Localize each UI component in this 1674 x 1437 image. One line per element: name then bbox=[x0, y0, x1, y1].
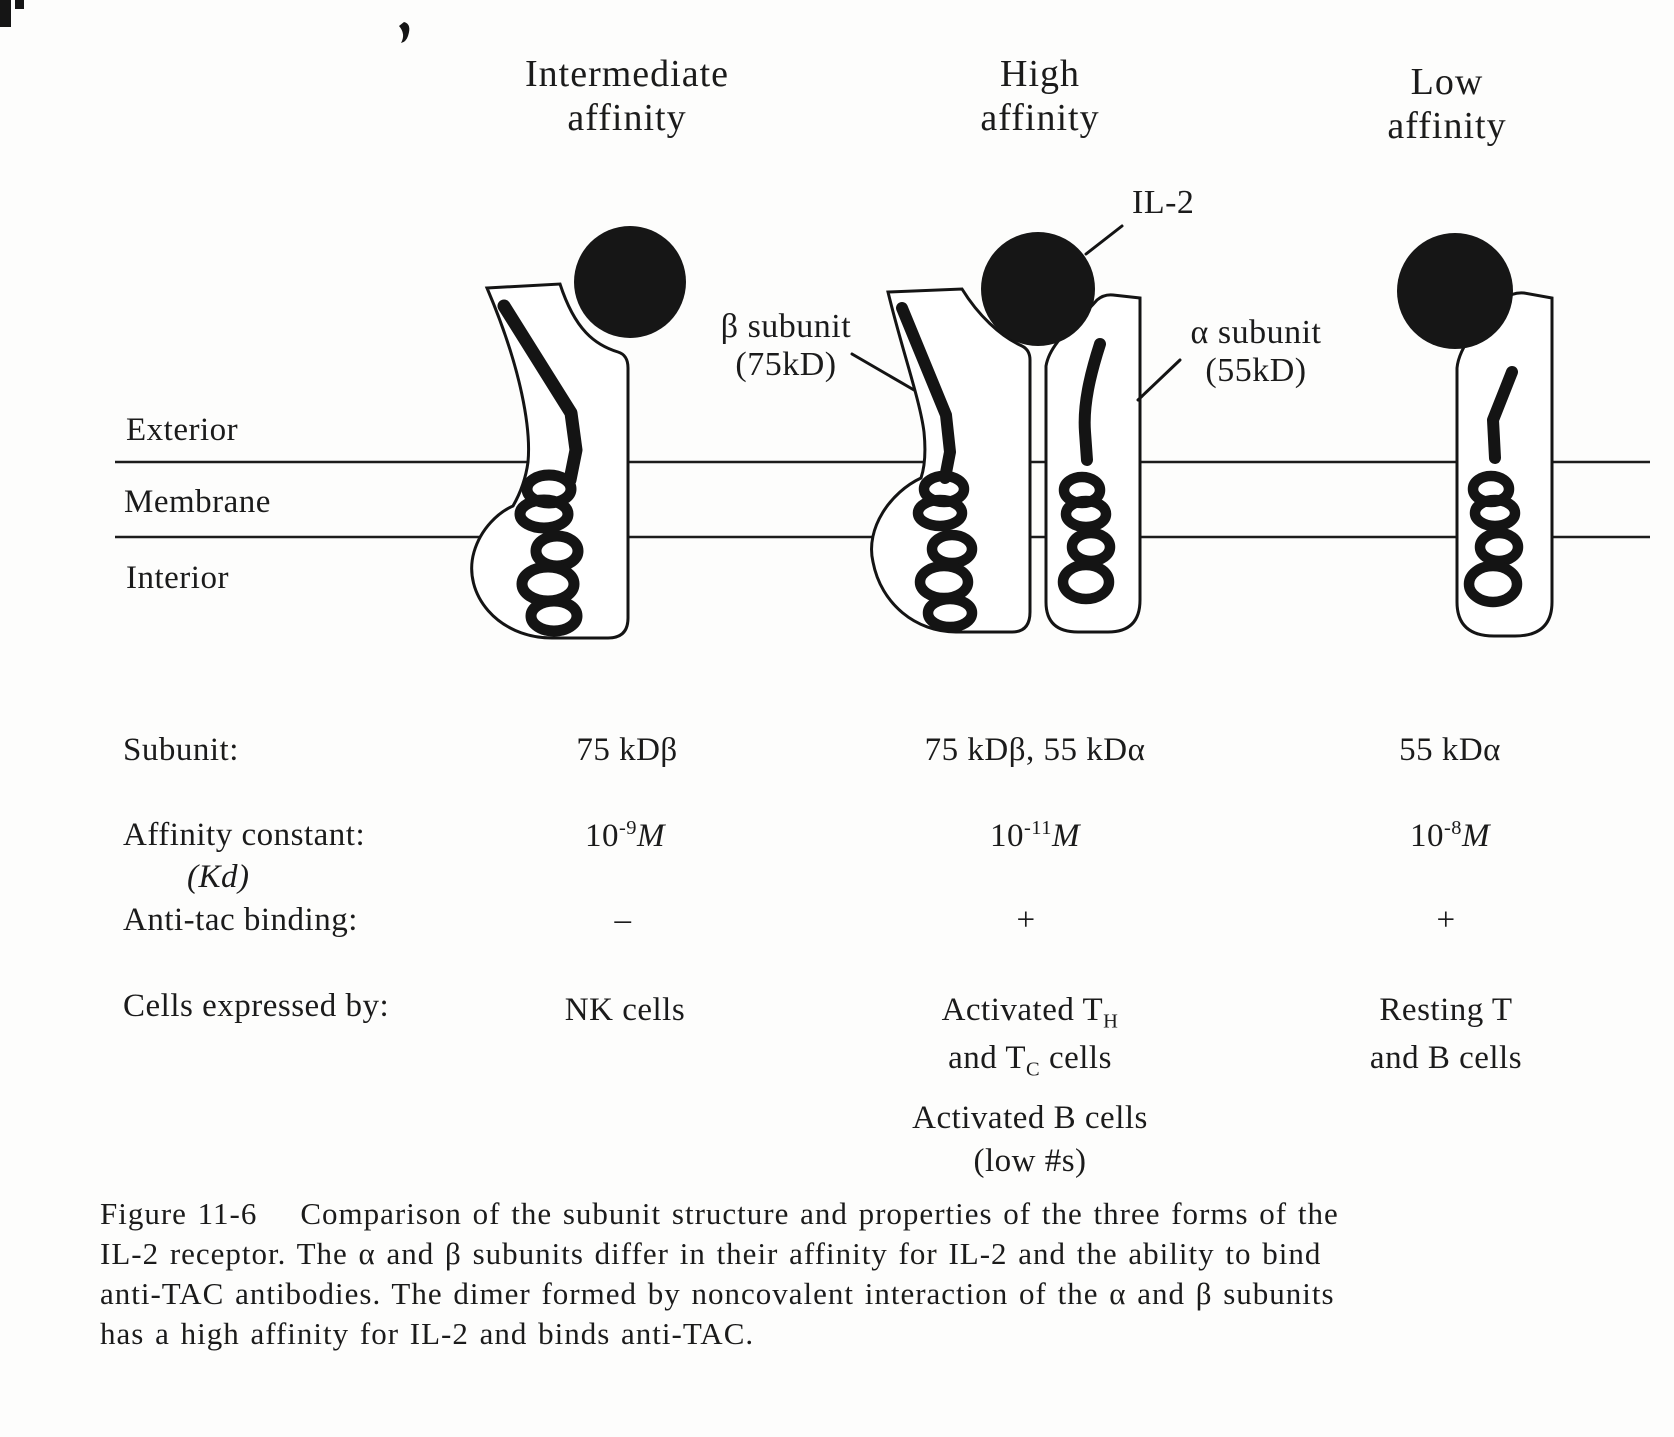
beta-callout-line: β subunit bbox=[720, 308, 852, 345]
cells-value-high-extra1: Activated B cells bbox=[912, 1100, 1148, 1136]
header-line: affinity bbox=[567, 97, 687, 139]
alpha-callout-line: (55kD) bbox=[1205, 352, 1307, 389]
antitac-value-high: + bbox=[1016, 902, 1036, 938]
alpha-callout-line: α subunit bbox=[1190, 314, 1322, 351]
caption-line-1: Figure 11-6 Comparison of the subunit structure and properties of the three forms of the bbox=[100, 1196, 1339, 1231]
antitac-value-intermediate: – bbox=[614, 902, 632, 938]
cells-subscript: H bbox=[1103, 1010, 1119, 1033]
affinity-exponent: -8 bbox=[1443, 817, 1463, 839]
cells-text: cells bbox=[1040, 1040, 1112, 1076]
caption-line-4: has a high affinity for IL-2 and binds anti-TAC. bbox=[100, 1316, 755, 1351]
il2-pointer-line bbox=[1086, 226, 1122, 254]
header-line: High bbox=[1000, 53, 1080, 95]
cells-value-high-extra2: (low #s) bbox=[973, 1143, 1087, 1179]
affinity-unit: M bbox=[1462, 818, 1491, 854]
affinity-base: 10 bbox=[1409, 818, 1444, 854]
cells-value-low-line1: Resting T bbox=[1379, 992, 1513, 1028]
row-label-affinity-constant: Affinity constant: bbox=[123, 817, 366, 853]
affinity-base: 10 bbox=[584, 818, 619, 854]
cells-value-low-line2: and B cells bbox=[1369, 1040, 1523, 1076]
row-label-antitac: Anti-tac binding: bbox=[123, 902, 358, 938]
cells-value-intermediate: NK cells bbox=[564, 992, 686, 1028]
affinity-base: 10 bbox=[990, 818, 1024, 854]
il2-callout-label: IL-2 bbox=[1132, 184, 1195, 221]
antitac-value-low: + bbox=[1436, 902, 1456, 938]
row-label-subunit: Subunit: bbox=[123, 732, 239, 768]
column-header-low bbox=[1197, 60, 1674, 148]
caption-line-2: IL-2 receptor. The α and β subunits differ in their affinity for IL-2 and the ability to bind bbox=[100, 1236, 1322, 1271]
header-line: Intermediate bbox=[524, 53, 729, 95]
header-line: affinity bbox=[980, 97, 1100, 139]
beta-subunit-callout bbox=[636, 308, 936, 384]
affinity-unit: M bbox=[637, 818, 666, 854]
subunit-value-intermediate: 75 kDβ bbox=[576, 732, 678, 768]
subunit-value-low: 55 kDα bbox=[1399, 732, 1501, 768]
header-line: affinity bbox=[1387, 105, 1507, 147]
cells-text: and T bbox=[948, 1040, 1027, 1076]
affinity-unit: M bbox=[1052, 818, 1080, 854]
row-label-cells: Cells expressed by: bbox=[123, 988, 390, 1024]
header-line: Low bbox=[1410, 61, 1484, 103]
affinity-exponent: -9 bbox=[618, 817, 638, 839]
membrane-label: Membrane bbox=[124, 484, 271, 520]
interior-label: Interior bbox=[126, 560, 229, 596]
exterior-label: Exterior bbox=[126, 412, 239, 448]
scan-artifact-marks bbox=[0, 0, 409, 43]
alpha-subunit-callout bbox=[1106, 314, 1406, 390]
cells-text: Activated T bbox=[941, 992, 1104, 1028]
cells-subscript: C bbox=[1026, 1058, 1041, 1081]
affinity-value-low bbox=[1190, 817, 1674, 855]
row-sublabel-kd: (Kd) bbox=[187, 859, 250, 895]
beta-callout-line: (75kD) bbox=[735, 346, 837, 383]
subunit-value-high: 75 kDβ, 55 kDα bbox=[924, 732, 1146, 768]
caption-line-3: anti-TAC antibodies. The dimer formed by noncovalent interaction of the α and β subunits bbox=[100, 1276, 1335, 1311]
affinity-exponent: -11 bbox=[1024, 817, 1052, 839]
